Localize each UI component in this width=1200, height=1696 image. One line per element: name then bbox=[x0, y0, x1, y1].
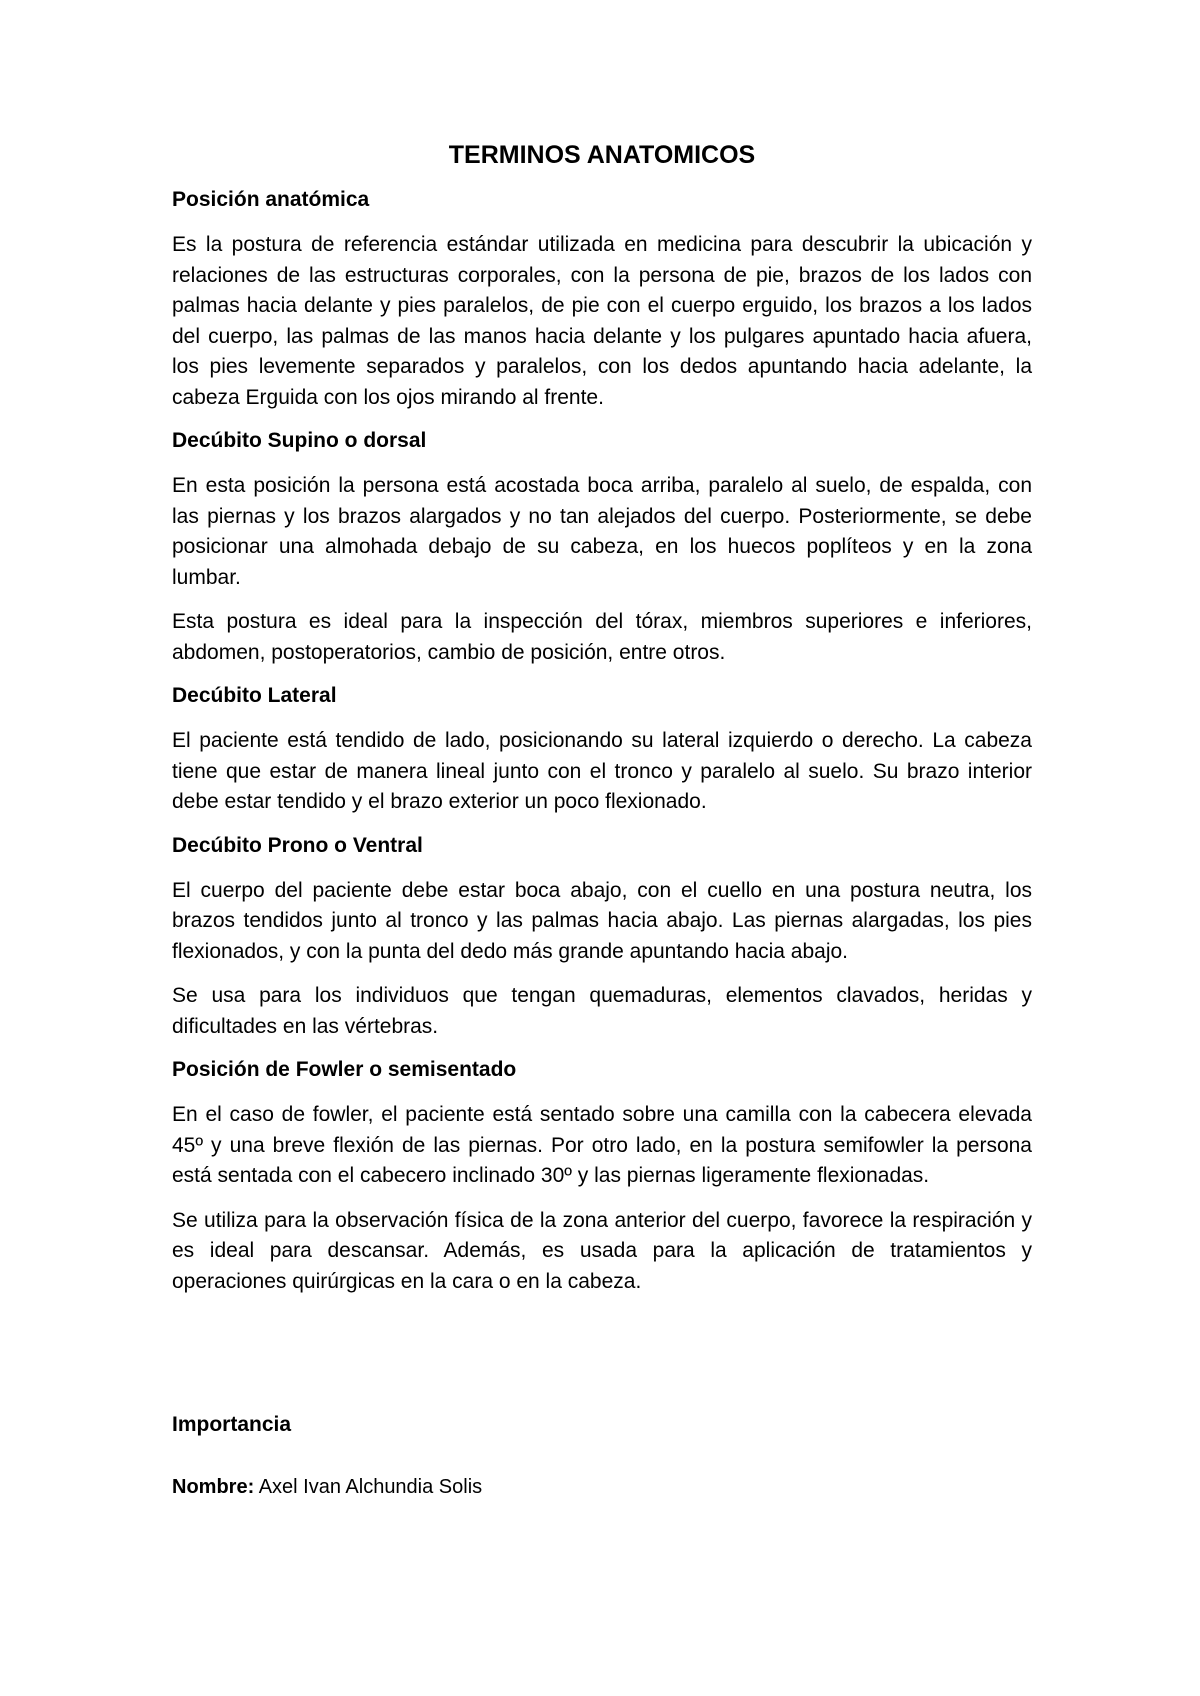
section-heading-fowler: Posición de Fowler o semisentado bbox=[172, 1058, 517, 1081]
paragraph-posicion-anatomica: Es la postura de referencia estándar utilizada en medicina para descubrir la ubicación y relaciones de las estructuras corporales, con la persona de pie, brazos de los lados con palmas hacia delante y pies paralelos, de pie con el cuerpo erguido, los brazos a los lados del cuerpo, las palmas de las manos hacia delante y los pulgares apuntado hacia afuera, los pies levemente separados y paralelos, con los dedos apuntando hacia adelante, la cabeza Erguida con los ojos mirando al frente. bbox=[172, 233, 1032, 409]
paragraph-decubito-prono-2: Se usa para los individuos que tengan quemaduras, elementos clavados, heridas y dificultades en las vértebras. bbox=[172, 984, 1032, 1038]
document-title: TERMINOS ANATOMICOS bbox=[448, 141, 756, 169]
section-heading-importancia: Importancia bbox=[172, 1413, 292, 1436]
page-spacer bbox=[172, 1311, 1032, 1411]
paragraph-decubito-supino-2: Esta postura es ideal para la inspección del tórax, miembros superiores e inferiores, abdomen, postoperatorios, cambio de posición, entre otros. bbox=[172, 610, 1032, 664]
section-heading-posicion-anatomica: Posición anatómica bbox=[172, 188, 370, 211]
author-name-line bbox=[172, 1473, 1032, 1501]
author-name-value: Axel Ivan Alchundia Solis bbox=[254, 1476, 483, 1498]
paragraph-decubito-supino-1: En esta posición la persona está acostada boca arriba, paralelo al suelo, de espalda, con las piernas y los brazos alargados y no tan alejados del cuerpo. Posteriormente, se debe posicionar una almohada debajo de su cabeza, en los huecos poplíteos y en la zona lumbar. bbox=[172, 474, 1032, 589]
section-heading-decubito-prono: Decúbito Prono o Ventral bbox=[172, 833, 423, 857]
paragraph-fowler-2: Se utiliza para la observación física de la zona anterior del cuerpo, favorece la respiración y es ideal para descansar. Además, es usada para la aplicación de tratamientos y operaciones quirúrgicas en la cara o en la cabeza. bbox=[172, 1208, 1032, 1293]
author-name-label: Nombre: bbox=[172, 1476, 255, 1498]
paragraph-fowler-1: En el caso de fowler, el paciente está sentado sobre una camilla con la cabecera elevada 45º y una breve flexión de las piernas. Por otro lado, en la postura semifowler la persona está sentada con el cabecero inclinado 30º y las piernas ligeramente flexionadas. bbox=[172, 1103, 1032, 1187]
paragraph-decubito-lateral: El paciente está tendido de lado, posicionando su lateral izquierdo o derecho. La cabeza tiene que estar de manera lineal junto con el tronco y paralelo al suelo. Su brazo interior debe estar tendido y el brazo exterior un poco flexionado. bbox=[172, 729, 1032, 813]
section-heading-decubito-supino: Decúbito Supino o dorsal bbox=[172, 429, 427, 452]
paragraph-decubito-prono-1: El cuerpo del paciente debe estar boca abajo, con el cuello en una postura neutra, los brazos tendidos junto al tronco y las palmas hacia abajo. Las piernas alargadas, los pies flexionados, y con la punta del dedo más grande apuntando hacia abajo. bbox=[172, 878, 1032, 963]
document-page bbox=[172, 140, 1032, 1501]
section-heading-decubito-lateral: Decúbito Lateral bbox=[172, 684, 337, 707]
